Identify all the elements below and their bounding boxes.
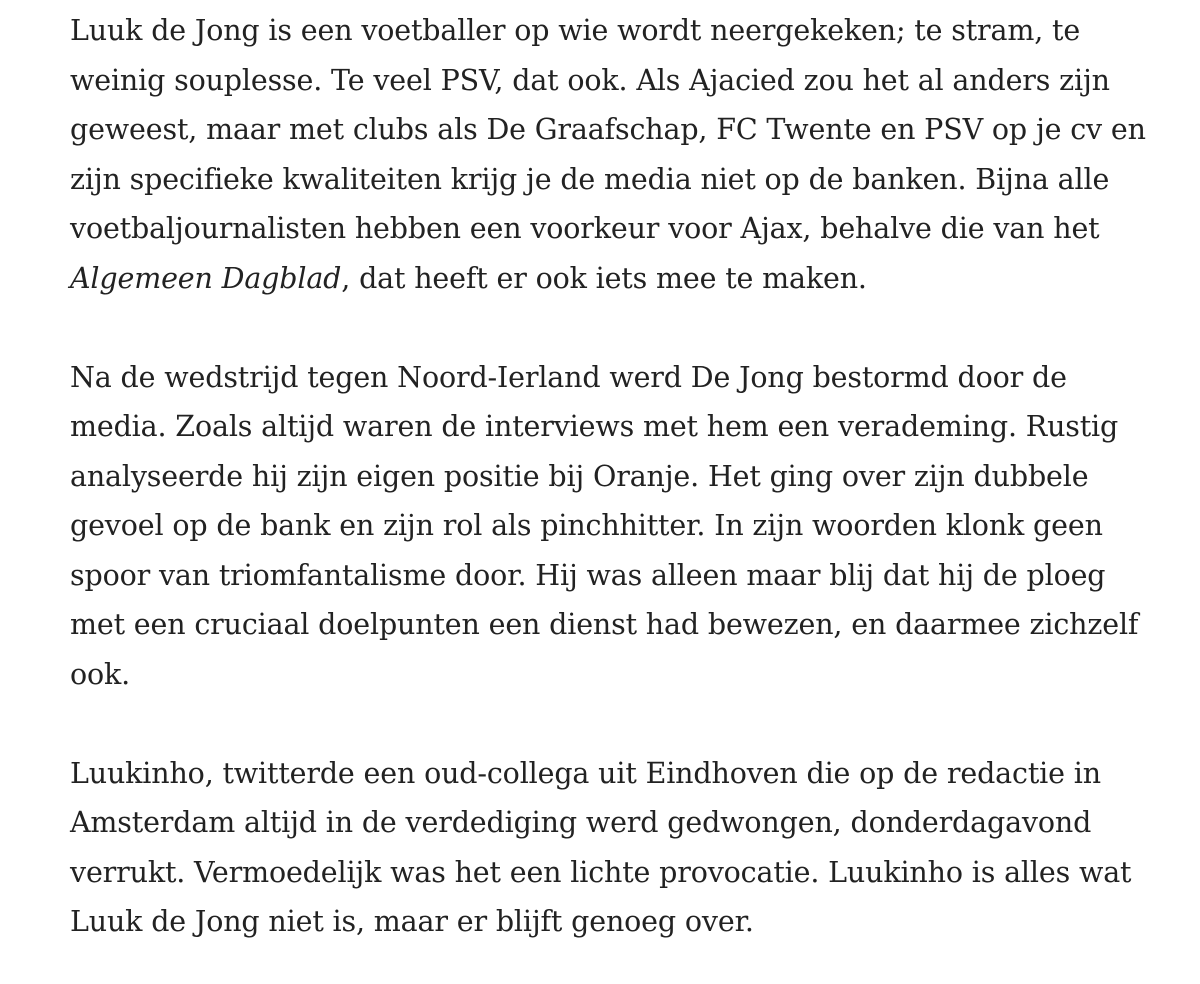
paragraph-line: analyseerde hij zijn eigen positie bij Oranje. Het ging over zijn dubbele bbox=[70, 459, 1089, 493]
paragraph-line: met een cruciaal doelpunten een dienst had bewezen, en daarmee zichzelf bbox=[70, 608, 1139, 641]
paragraph-2 bbox=[70, 353, 1170, 700]
paragraph-line: Na de wedstrijd tegen Noord-Ierland werd De Jong bestormd door de bbox=[70, 360, 1067, 394]
paragraph-line: Luuk de Jong is een voetballer op wie wordt neergekeken; te stram, te bbox=[70, 14, 1081, 47]
paragraph-line: verrukt. Vermoedelijk was het een lichte provocatie. Luukinho is alles wat bbox=[70, 855, 1132, 889]
paragraph-line: geweest, maar met clubs als De Graafschap, FC Twente en PSV op je cv en bbox=[70, 113, 1146, 146]
paragraph-1 bbox=[70, 6, 1170, 303]
paragraph-line: ook. bbox=[70, 657, 131, 691]
paragraph-line: zijn specifieke kwaliteiten krijg je de media niet op de banken. Bijna alle bbox=[70, 162, 1110, 196]
paragraph-3 bbox=[70, 749, 1170, 947]
paragraph-line: media. Zoals altijd waren de interviews met hem een verademing. Rustig bbox=[70, 410, 1119, 443]
paragraph-line: weinig souplesse. Te veel PSV, dat ook. Als Ajacied zou het al anders zijn bbox=[70, 63, 1110, 97]
paragraph-line-rest: , dat heeft er ook iets mee te maken. bbox=[341, 261, 867, 295]
article-body bbox=[70, 6, 1170, 947]
paragraph-line: Luuk de Jong niet is, maar er blijft genoeg over. bbox=[70, 905, 754, 938]
paragraph-line: spoor van triomfantalisme door. Hij was alleen maar blij dat hij de ploeg bbox=[70, 558, 1106, 592]
newspaper-title: Algemeen Dagblad bbox=[70, 261, 342, 295]
paragraph-line: Luukinho, twitterde een oud-collega uit Eindhoven die op de redactie in bbox=[70, 756, 1101, 790]
paragraph-line bbox=[70, 254, 1170, 304]
paragraph-line: gevoel op de bank en zijn rol als pinchhitter. In zijn woorden klonk geen bbox=[70, 509, 1103, 542]
paragraph-line: Amsterdam altijd in de verdediging werd gedwongen, donderdagavond bbox=[70, 806, 1092, 839]
paragraph-line: voetbaljournalisten hebben een voorkeur voor Ajax, behalve die van het bbox=[70, 212, 1100, 245]
